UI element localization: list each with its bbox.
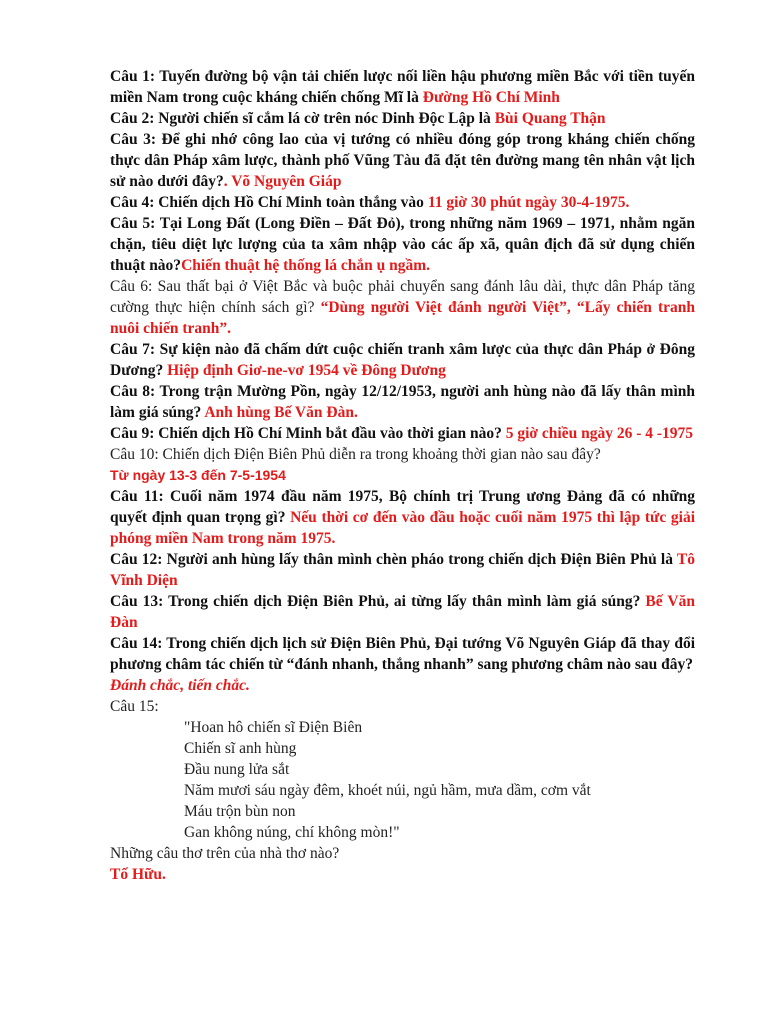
poem-block (184, 717, 695, 843)
question-7 (110, 339, 695, 381)
question-text: Câu 13: Trong chiến dịch Điện Biên Phủ, ai từng lấy thân mình làm giá súng? (110, 593, 646, 610)
question-text: Câu 1: Tuyến đường bộ vận tải chiến lược nối liền hậu phương miền Bắc với tiền tuyến miền Nam trong cuộc kháng chiến chống Mĩ là (110, 68, 695, 106)
question-15-text: Những câu thơ trên của nhà thơ nào? (110, 845, 340, 862)
question-text: Câu 2: Người chiến sĩ cắm lá cờ trên nóc Dinh Độc Lập là (110, 110, 495, 127)
question-text: Câu 5: Tại Long Đất (Long Điền – Đất Đỏ), trong những năm 1969 – 1971, nhằm ngăn chặn, tiêu diệt lực lượng của ta xâm nhập vào các ấp xã, quân địch đã sử dụng chiến thuật nào? (110, 215, 695, 274)
question-4 (110, 192, 695, 213)
answer-text: Đánh chắc, tiến chắc. (110, 677, 250, 694)
answer-text: Từ ngày 13-3 đến 7-5-1954 (110, 467, 286, 483)
question-12 (110, 549, 695, 591)
question-3 (110, 129, 695, 192)
question-text: Câu 9: Chiến dịch Hồ Chí Minh bắt đầu vào thời gian nào? (110, 425, 506, 442)
poem-line: Chiến sĩ anh hùng (184, 740, 297, 757)
question-text: Câu 10: Chiến dịch Điện Biên Phủ diễn ra trong khoảng thời gian nào sau đây? (110, 446, 601, 463)
question-text: Câu 8: Trong trận Mường Pồn, ngày 12/12/1953, người anh hùng nào đã lấy thân mình làm giá súng? (110, 383, 695, 421)
question-1 (110, 66, 695, 108)
answer-text: . Võ Nguyên Giáp (223, 173, 342, 190)
poem-line: Gan không núng, chí không mòn!" (184, 824, 400, 841)
question-text: Câu 7: Sự kiện nào đã chấm dứt cuộc chiến tranh xâm lược của thực dân Pháp ở Đông Dương? (110, 341, 695, 379)
question-11 (110, 486, 695, 549)
question-8 (110, 381, 695, 423)
question-text: Câu 4: Chiến dịch Hồ Chí Minh toàn thắng vào (110, 194, 428, 211)
question-text: Câu 6: Sau thất bại ở Việt Bắc và buộc phải chuyển sang đánh lâu dài, thực dân Pháp tăng cường thực hiện chính sách gì? (110, 278, 695, 316)
poem-line: "Hoan hô chiến sĩ Điện Biên (184, 719, 363, 736)
answer-text: Chiến thuật hệ thống lá chắn ụ ngầm. (181, 257, 430, 274)
question-text: Câu 3: Để ghi nhớ công lao của vị tướng có nhiều đóng góp trong kháng chiến chống thực dân Pháp xâm lược, thành phố Vũng Tàu đã đặt tên đường mang tên nhân vật lịch sử nào dưới đây? (110, 131, 695, 190)
question-2 (110, 108, 695, 129)
question-9 (110, 423, 695, 444)
answer-text: Đường Hồ Chí Minh (422, 89, 560, 106)
question-text: Câu 12: Người anh hùng lấy thân mình chèn pháo trong chiến dịch Điện Biên Phủ là (110, 551, 677, 568)
poem-line: Máu trộn bùn non (184, 803, 296, 820)
question-10 (110, 444, 695, 486)
answer-text: 5 giờ chiều ngày 26 - 4 -1975 (505, 425, 694, 442)
poem-line: Năm mươi sáu ngày đêm, khoét núi, ngủ hầm, mưa dầm, cơm vắt (184, 782, 591, 799)
answer-text: Nếu thời cơ đến vào đầu hoặc cuối năm 1975 thì lập tức giải phóng miền Nam trong năm 1975. (110, 509, 696, 547)
answer-text: Anh hùng Bế Văn Đàn. (204, 404, 358, 421)
question-6 (110, 276, 695, 339)
answer-text: “Dùng người Việt đánh người Việt”, “Lấy chiến tranh nuôi chiến tranh”. (110, 299, 696, 337)
answer-text: Bùi Quang Thận (494, 110, 606, 127)
question-14 (110, 633, 695, 675)
document-page (110, 66, 695, 885)
question-text: Câu 11: Cuối năm 1974 đầu năm 1975, Bộ chính trị Trung ương Đảng đã có những quyết định quan trọng gì? (110, 488, 695, 526)
question-13 (110, 591, 695, 633)
question-text: Câu 14: Trong chiến dịch lịch sử Điện Biên Phủ, Đại tướng Võ Nguyên Giáp đã thay đổi phương châm tác chiến từ “đánh nhanh, thắng nhanh” sang phương châm nào sau đây? (110, 635, 695, 673)
answer-text: Tô Vĩnh Diện (110, 551, 695, 589)
answer-text: Hiệp định Giơ-ne-vơ 1954 về Đông Dương (167, 362, 446, 379)
answer-15: Tố Hữu. (110, 866, 166, 883)
question-15-label: Câu 15: (110, 698, 159, 715)
answer-text: 11 giờ 30 phút ngày 30-4-1975. (427, 194, 630, 211)
question-5 (110, 213, 695, 276)
answer-14 (110, 675, 695, 696)
answer-text: Bế Văn Đàn (110, 593, 695, 631)
poem-line: Đầu nung lửa sắt (184, 761, 290, 778)
